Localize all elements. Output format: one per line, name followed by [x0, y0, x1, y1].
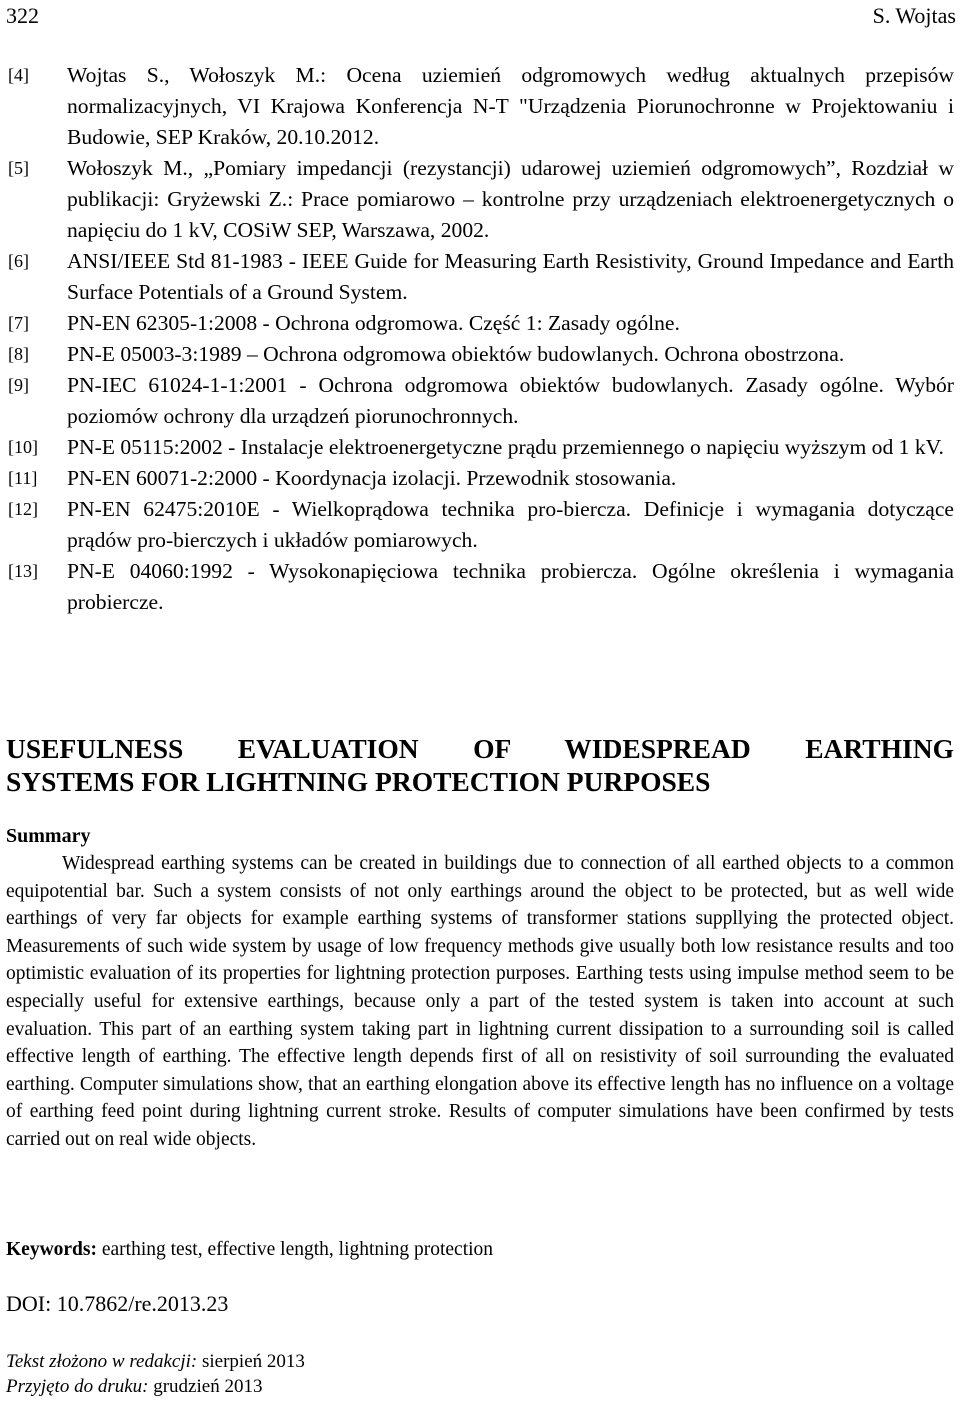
reference-number: [12] — [8, 499, 38, 519]
reference-text: PN-E 05115:2002 - Instalacje elektroenergetyczne prądu przemiennego o napięciu wyższym od 1 kV. — [67, 435, 944, 459]
keywords — [6, 1236, 493, 1264]
english-title — [6, 732, 954, 798]
reference-number: [4] — [8, 65, 29, 85]
reference-number: [9] — [8, 375, 29, 395]
reference-number: [5] — [8, 158, 29, 178]
page-number: 322 — [6, 3, 39, 28]
reference-item — [8, 494, 954, 556]
reference-number: [8] — [8, 344, 29, 364]
accepted-value: grudzień 2013 — [153, 1376, 263, 1397]
editorial-notes — [6, 1349, 305, 1399]
page-header — [6, 2, 956, 32]
reference-number: [11] — [8, 468, 38, 488]
reference-item — [8, 339, 954, 370]
title-line-2: SYSTEMS FOR LIGHTNING PROTECTION PURPOSES — [6, 766, 711, 797]
reference-item — [8, 432, 954, 463]
submitted-label: Tekst złożono w redakcji: — [6, 1351, 198, 1372]
reference-item — [8, 60, 954, 153]
reference-text: PN-EN 60071-2:2000 - Koordynacja izolacji. Przewodnik stosowania. — [67, 466, 677, 490]
reference-item — [8, 556, 954, 618]
submitted-note — [6, 1349, 305, 1374]
reference-item — [8, 370, 954, 432]
reference-text: Wojtas S., Wołoszyk M.: Ocena uziemień odgromowych według aktualnych przepisów normalizacyjnych, VI Krajowa Konferencja N-T "Urządzenia Piorunochronne w Projektowaniu i Budowie, SEP Kraków, 20.10.2012. — [67, 63, 954, 149]
accepted-note — [6, 1374, 305, 1399]
reference-text: PN-EN 62475:2010E - Wielkoprądowa technika pro-biercza. Definicje i wymagania dotyczące prądów pro-bierczych i układów pomiarowych. — [67, 497, 954, 552]
reference-text: ANSI/IEEE Std 81-1983 - IEEE Guide for Measuring Earth Resistivity, Ground Impedance and Earth Surface Potentials of a Ground System. — [67, 249, 954, 304]
accepted-label: Przyjęto do druku: — [6, 1376, 149, 1397]
reference-number: [10] — [8, 437, 38, 457]
submitted-value: sierpień 2013 — [201, 1351, 305, 1372]
reference-text: Wołoszyk M., „Pomiary impedancji (rezystancji) udarowej uziemień odgromowych”, Rozdział w publikacji: Gryżewski Z.: Prace pomiarowo – kontrolne przy urządzeniach elektroenergetycznych o napięciu do 1 kV, COSiW SEP, Warszawa, 2002. — [67, 156, 954, 242]
reference-text: PN-EN 62305-1:2008 - Ochrona odgromowa. Część 1: Zasady ogólne. — [67, 311, 680, 335]
keywords-text: earthing test, effective length, lightning protection — [101, 1239, 494, 1260]
reference-list — [8, 60, 954, 618]
keywords-label: Keywords: — [6, 1239, 97, 1260]
running-author: S. Wojtas — [872, 3, 956, 28]
summary-heading: Summary — [6, 825, 91, 847]
summary-text: Widespread earthing systems can be created in buildings due to connection of all earthed objects to a common equipotential bar. Such a system consists of not only earthings around the object to be protected, but as well wide earthings of very far objects for example earthing systems of transformer stations suppllying the protected object. Measurements of such wide system by usage of low frequency methods give usually both low resistance results and too optimistic evaluation of its properties for lightning protection purposes. Earthing tests using impulse method seem to be especially useful for extensive earthings, because only a part of the tested system is taken into account at such evaluation. This part of an earthing system taking part in lightning current dissipation to a surrounding soil is called effective length of earthing. The effective length depends first of all on resistivity of soil surrounding the evaluated earthing. Computer simulations show, that an earthing elongation above its effective length has no influence on a voltage of earthing feed point during lightning current stroke. Results of computer simulations have been confirmed by tests carried out on real wide objects. — [6, 853, 954, 1150]
reference-text: PN-E 05003-3:1989 – Ochrona odgromowa obiektów budowlanych. Ochrona obostrzona. — [67, 342, 845, 366]
doi: DOI: 10.7862/re.2013.23 — [6, 1291, 229, 1316]
reference-number: [13] — [8, 561, 38, 581]
reference-item — [8, 463, 954, 494]
reference-number: [6] — [8, 251, 29, 271]
title-line-1: USEFULNESS EVALUATION OF WIDESPREAD EARTHING — [6, 733, 954, 764]
reference-number: [7] — [8, 313, 29, 333]
reference-item — [8, 153, 954, 246]
reference-text: PN-E 04060:1992 - Wysokonapięciowa technika probiercza. Ogólne określenia i wymagania probiercze. — [67, 559, 954, 614]
reference-text: PN-IEC 61024-1-1:2001 - Ochrona odgromowa obiektów budowlanych. Zasady ogólne. Wybór poziomów ochrony dla urządzeń piorunochronnych. — [67, 373, 954, 428]
reference-item — [8, 308, 954, 339]
reference-item — [8, 246, 954, 308]
